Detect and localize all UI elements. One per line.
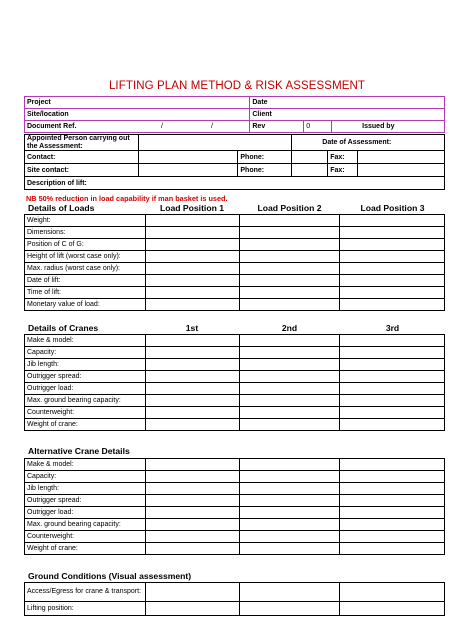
description-of-lift-label: Description of lift: xyxy=(25,177,445,190)
entry-cell xyxy=(340,602,445,616)
entry-cell xyxy=(239,251,340,263)
entry-cell xyxy=(239,507,340,519)
ref-separator-1: / xyxy=(161,122,163,130)
entry-cell xyxy=(145,507,239,519)
alt-cranes-row-label: Jib length: xyxy=(25,483,146,495)
entry-cell xyxy=(145,471,239,483)
entry-cell xyxy=(239,227,340,239)
cranes-row-label: Outrigger spread: xyxy=(25,371,146,383)
entry-cell xyxy=(340,359,445,371)
entry-cell xyxy=(145,275,239,287)
entry-cell xyxy=(340,287,445,299)
cranes-row-label: Capacity: xyxy=(25,347,146,359)
entry-cell xyxy=(239,519,340,531)
entry-cell xyxy=(340,507,445,519)
alt-cranes-row-label: Counterweight: xyxy=(25,531,146,543)
ground-row-label: Lifting position: xyxy=(25,602,146,616)
crane-1st-header: 1st xyxy=(185,323,199,333)
loads-row-label: Weight: xyxy=(25,215,146,227)
phone-value xyxy=(292,151,328,164)
entry-cell xyxy=(145,287,239,299)
entry-cell xyxy=(239,263,340,275)
entry-cell xyxy=(340,543,445,555)
entry-cell xyxy=(145,407,239,419)
entry-cell xyxy=(145,227,239,239)
issued-by-label: Issued by xyxy=(332,121,445,133)
alt-cranes-row-label: Outrigger load: xyxy=(25,507,146,519)
loads-row-label: Dimensions: xyxy=(25,227,146,239)
entry-cell xyxy=(340,215,445,227)
alt-cranes-table xyxy=(24,458,445,555)
entry-cell xyxy=(239,471,340,483)
entry-cell xyxy=(340,483,445,495)
ground-row-label: Access/Egress for crane & transport: xyxy=(25,583,146,602)
date-of-assessment-label: Date of Assessment: xyxy=(292,135,445,151)
fax-label: Fax: xyxy=(328,151,358,164)
entry-cell xyxy=(145,583,239,602)
entry-cell xyxy=(340,239,445,251)
loads-row-label: Max. radius (worst case only): xyxy=(25,263,146,275)
site-location-label: Site/location xyxy=(25,109,250,121)
entry-cell xyxy=(340,299,445,311)
alt-cranes-row-label: Weight of crane: xyxy=(25,543,146,555)
site-contact-label: Site contact: xyxy=(25,164,139,177)
site-fax-value xyxy=(358,164,445,177)
entry-cell xyxy=(239,347,340,359)
load-position-2-header: Load Position 2 xyxy=(257,203,322,213)
load-position-1-header: Load Position 1 xyxy=(160,203,224,213)
ground-conditions-table xyxy=(24,582,445,616)
entry-cell xyxy=(145,347,239,359)
ground-conditions-heading: Ground Conditions (Visual assessment) xyxy=(28,571,192,581)
document-header-table xyxy=(24,96,445,133)
entry-cell xyxy=(239,359,340,371)
rev-label: Rev xyxy=(250,121,304,133)
entry-cell xyxy=(239,602,340,616)
entry-cell xyxy=(340,531,445,543)
entry-cell xyxy=(340,227,445,239)
alt-cranes-heading: Alternative Crane Details xyxy=(28,446,130,456)
alt-cranes-row-label: Outrigger spread: xyxy=(25,495,146,507)
general-info-table xyxy=(24,134,445,190)
cranes-row-label: Weight of crane: xyxy=(25,419,146,431)
entry-cell xyxy=(239,239,340,251)
entry-cell xyxy=(145,359,239,371)
entry-cell xyxy=(340,335,445,347)
crane-3rd-header: 3rd xyxy=(385,323,400,333)
project-label: Project xyxy=(25,97,250,109)
entry-cell xyxy=(145,543,239,555)
entry-cell xyxy=(239,483,340,495)
entry-cell xyxy=(340,583,445,602)
document-ref-cell xyxy=(25,121,250,133)
entry-cell xyxy=(145,519,239,531)
loads-row-label: Position of C of G: xyxy=(25,239,146,251)
loads-row-label: Monetary value of load: xyxy=(25,299,146,311)
entry-cell xyxy=(145,483,239,495)
entry-cell xyxy=(239,583,340,602)
cranes-row-label: Counterweight: xyxy=(25,407,146,419)
entry-cell xyxy=(239,419,340,431)
entry-cell xyxy=(340,395,445,407)
fax-value xyxy=(358,151,445,164)
entry-cell xyxy=(239,287,340,299)
appointed-person-label: Appointed Person carrying out the Assessment: xyxy=(25,135,139,151)
entry-cell xyxy=(239,459,340,471)
entry-cell xyxy=(145,371,239,383)
entry-cell xyxy=(145,602,239,616)
entry-cell xyxy=(239,531,340,543)
entry-cell xyxy=(340,419,445,431)
contact-value xyxy=(138,151,238,164)
entry-cell xyxy=(340,371,445,383)
entry-cell xyxy=(145,263,239,275)
entry-cell xyxy=(145,239,239,251)
entry-cell xyxy=(145,215,239,227)
site-phone-label: Phone: xyxy=(238,164,292,177)
cranes-row-label: Jib length: xyxy=(25,359,146,371)
loads-row-label: Date of lift: xyxy=(25,275,146,287)
entry-cell xyxy=(239,215,340,227)
entry-cell xyxy=(145,335,239,347)
appointed-person-value xyxy=(138,135,292,151)
entry-cell xyxy=(340,383,445,395)
loads-row-label: Time of lift: xyxy=(25,287,146,299)
entry-cell xyxy=(239,395,340,407)
cranes-heading: Details of Cranes xyxy=(28,323,99,333)
phone-label: Phone: xyxy=(238,151,292,164)
entry-cell xyxy=(239,335,340,347)
entry-cell xyxy=(239,543,340,555)
entry-cell xyxy=(340,347,445,359)
entry-cell xyxy=(145,299,239,311)
entry-cell xyxy=(145,251,239,263)
entry-cell xyxy=(239,383,340,395)
alt-cranes-row-label: Max. ground bearing capacity: xyxy=(25,519,146,531)
alt-cranes-row-label: Capacity: xyxy=(25,471,146,483)
entry-cell xyxy=(340,263,445,275)
contact-label: Contact: xyxy=(25,151,139,164)
client-label: Client xyxy=(250,109,445,121)
rev-value: 0 xyxy=(304,121,332,133)
entry-cell xyxy=(239,275,340,287)
entry-cell xyxy=(145,531,239,543)
loads-table xyxy=(24,214,445,311)
entry-cell xyxy=(145,383,239,395)
entry-cell xyxy=(145,459,239,471)
entry-cell xyxy=(340,495,445,507)
cranes-row-label: Max. ground bearing capacity: xyxy=(25,395,146,407)
alt-cranes-row-label: Make & model: xyxy=(25,459,146,471)
load-position-3-header: Load Position 3 xyxy=(360,203,425,213)
entry-cell xyxy=(145,395,239,407)
entry-cell xyxy=(239,371,340,383)
entry-cell xyxy=(145,495,239,507)
entry-cell xyxy=(239,407,340,419)
entry-cell xyxy=(340,251,445,263)
entry-cell xyxy=(239,299,340,311)
cranes-row-label: Make & model: xyxy=(25,335,146,347)
entry-cell xyxy=(340,471,445,483)
entry-cell xyxy=(145,419,239,431)
cranes-table xyxy=(24,334,445,431)
loads-row-label: Height of lift (worst case only): xyxy=(25,251,146,263)
site-contact-value xyxy=(138,164,238,177)
ref-separator-2: / xyxy=(211,122,213,130)
loads-heading: Details of Loads xyxy=(28,203,95,213)
entry-cell xyxy=(340,275,445,287)
man-basket-note: NB 50% reduction in load capability if man basket is used. xyxy=(26,194,228,203)
entry-cell xyxy=(239,495,340,507)
entry-cell xyxy=(340,459,445,471)
page-title: LIFTING PLAN METHOD & RISK ASSESSMENT xyxy=(108,80,366,92)
site-phone-value xyxy=(292,164,328,177)
document-ref-label: Document Ref. xyxy=(27,122,77,130)
entry-cell xyxy=(340,407,445,419)
date-label: Date xyxy=(250,97,445,109)
crane-2nd-header: 2nd xyxy=(281,323,298,333)
site-fax-label: Fax: xyxy=(328,164,358,177)
cranes-row-label: Outrigger load: xyxy=(25,383,146,395)
entry-cell xyxy=(340,519,445,531)
